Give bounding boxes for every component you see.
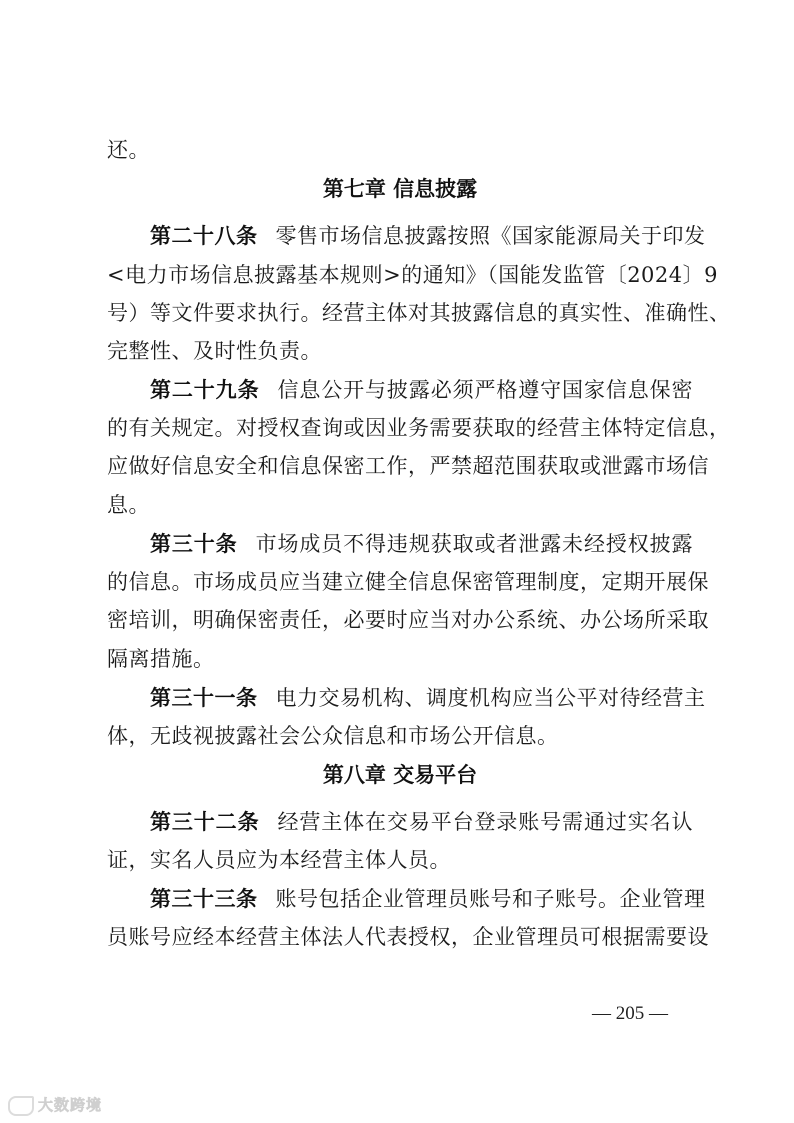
paragraph-line: 息。 bbox=[107, 493, 150, 517]
chapter-heading-8: 第八章 交易平台 bbox=[322, 763, 478, 787]
article-30-line: 第三十条 市场成员不得违规获取或者泄露未经授权披露 bbox=[150, 532, 694, 556]
article-number: 第三十一条 bbox=[150, 686, 258, 710]
watermark: 大数跨境 bbox=[8, 1094, 102, 1116]
article-29-line: 第二十九条 信息公开与披露必须严格遵守国家信息保密 bbox=[150, 378, 694, 402]
paragraph-line: 证，实名人员应为本经营主体人员。 bbox=[107, 848, 451, 872]
article-number: 第三十二条 bbox=[150, 810, 260, 834]
article-number: 第三十条 bbox=[150, 532, 238, 556]
article-32-line: 第三十二条 经营主体在交易平台登录账号需通过实名认 bbox=[150, 810, 694, 834]
article-number: 第三十三条 bbox=[150, 887, 258, 911]
paragraph-line: 的有关规定。对授权查询或因业务需要获取的经营主体特定信息， bbox=[107, 416, 731, 440]
paragraph-line: 的信息。市场成员应当建立健全信息保密管理制度，定期开展保 bbox=[107, 570, 709, 594]
paragraph-line: 完整性、及时性负责。 bbox=[107, 339, 322, 363]
article-number: 第二十八条 bbox=[150, 224, 258, 248]
article-number: 第二十九条 bbox=[150, 378, 260, 402]
paragraph-line: 隔离措施。 bbox=[107, 647, 215, 671]
watermark-logo-icon bbox=[8, 1096, 34, 1116]
article-33-line: 第三十三条 账号包括企业管理员账号和子账号。企业管理 bbox=[150, 887, 706, 911]
page-number: — 205 — bbox=[592, 1003, 668, 1024]
paragraph-line: <电力市场信息披露基本规则>的通知》（国能发监管〔2024〕9 bbox=[107, 263, 718, 287]
chapter-heading-7: 第七章 信息披露 bbox=[322, 177, 478, 201]
paragraph-line: 密培训，明确保密责任，必要时应当对办公系统、办公场所采取 bbox=[107, 608, 709, 632]
paragraph-line: 员账号应经本经营主体法人代表授权，企业管理员可根据需要设 bbox=[107, 925, 709, 949]
paragraph-line: 还。 bbox=[107, 138, 150, 162]
article-28-line: 第二十八条 零售市场信息披露按照《国家能源局关于印发 bbox=[150, 224, 706, 248]
paragraph-line: 体，无歧视披露社会公众信息和市场公开信息。 bbox=[107, 724, 559, 748]
paragraph-line: 应做好信息安全和信息保密工作，严禁超范围获取或泄露市场信 bbox=[107, 454, 709, 478]
article-31-line: 第三十一条 电力交易机构、调度机构应当公平对待经营主 bbox=[150, 686, 706, 710]
paragraph-line: 号）等文件要求执行。经营主体对其披露信息的真实性、准确性、 bbox=[107, 301, 731, 325]
